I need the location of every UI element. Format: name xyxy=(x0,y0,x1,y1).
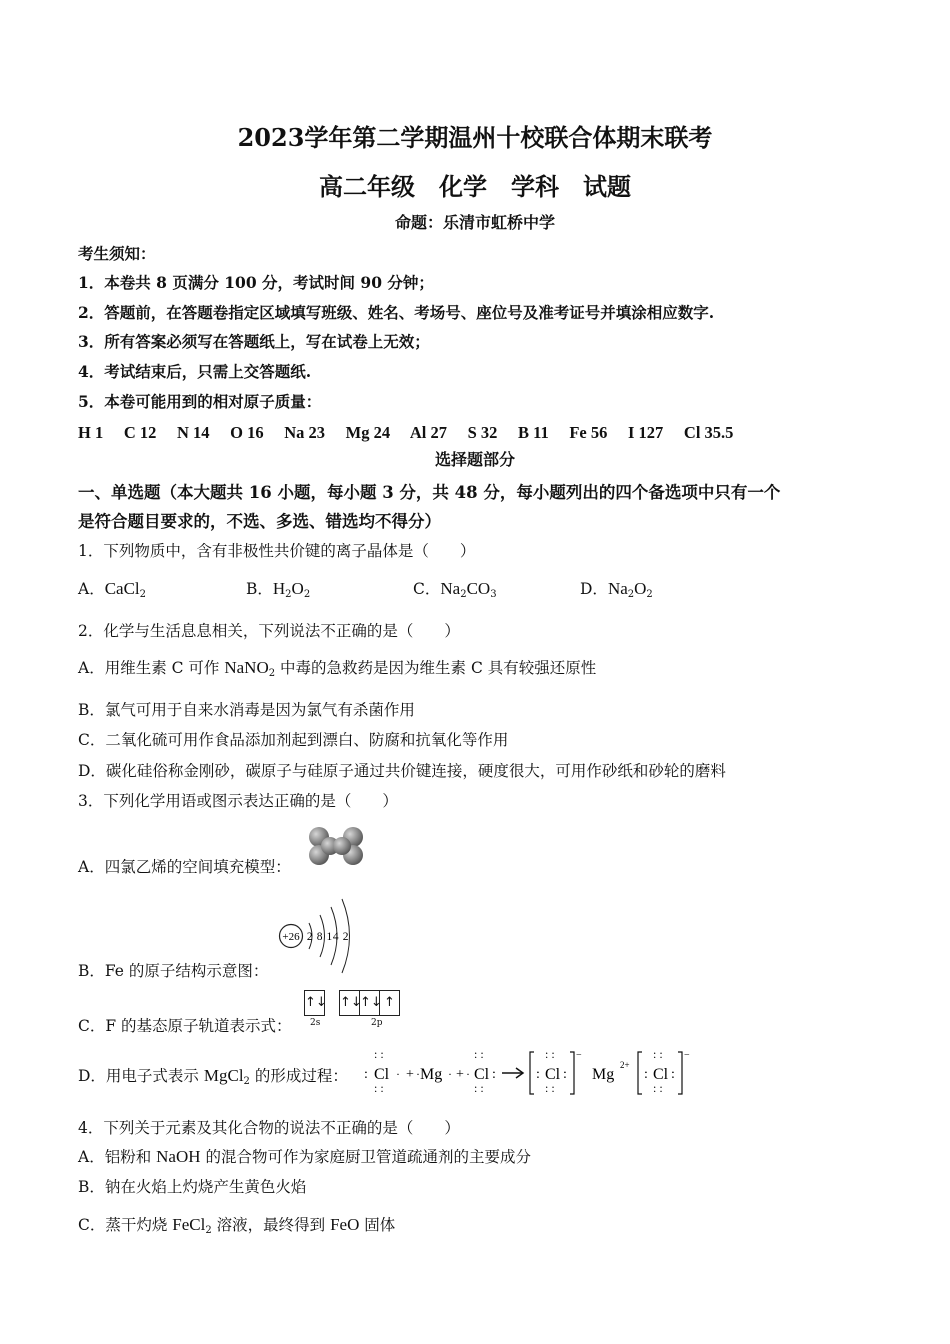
q4-option-a: A．铝粉和 NaOH 的混合物可作为家庭厨卫管道疏通剂的主要成分 xyxy=(78,1147,531,1166)
orbital-boxes-2p xyxy=(339,990,400,1016)
q3-option-d: D．用电子式表示 MgCl$_2$ 的形成过程： xyxy=(78,1066,348,1087)
svg-text:+: + xyxy=(406,1067,414,1082)
q3-option-b: B．Fe 的原子结构示意图： xyxy=(78,962,269,980)
svg-text:: :: : : xyxy=(653,1048,663,1061)
notice-item-4: 4．考试结束后，只需上交答题纸. xyxy=(78,362,312,381)
section-title: 选择题部分 xyxy=(434,450,515,469)
notice-item-1: 1．本卷共 8 页满分 100 分，考试时间 90 分钟； xyxy=(78,273,434,292)
notice-item-2: 2．答题前，在答题卷指定区域填写班级、姓名、考场号、座位号及准考证号并填涂相应数字. xyxy=(78,303,715,322)
q2-option-d: D．碳化硅俗称金刚砂，碳原子与硅原子通过共价键连接，硬度很大，可用作砂纸和砂轮的磨料 xyxy=(78,762,726,780)
cl-ion-right-charge: − xyxy=(684,1050,690,1061)
svg-text:: :: : : xyxy=(545,1048,555,1061)
part-instructions-line2: 是符合题目要求的，不选、多选、错选均不得分） xyxy=(78,512,441,531)
cl-right-symbol: Cl xyxy=(474,1066,490,1083)
q1-option-d: D．$Na_2O_2$ xyxy=(580,579,653,600)
svg-text:: :: : : xyxy=(474,1081,484,1095)
exam-subtitle: 高二年级 化学 学科 试题 xyxy=(319,172,631,201)
svg-text:: :: : : xyxy=(474,1048,484,1061)
orbital-2p-box-1: ↑↓ xyxy=(340,991,360,1015)
svg-text::: : xyxy=(364,1067,368,1082)
tetrachloroethylene-model-image xyxy=(305,825,367,867)
mg-symbol: Mg xyxy=(420,1066,443,1083)
svg-text:+: + xyxy=(456,1067,464,1082)
svg-text:·: · xyxy=(448,1067,452,1081)
notice-item-3: 3．所有答案必须写在答题纸上，写在试卷上无效； xyxy=(78,332,430,351)
cl-ion-left-symbol: Cl xyxy=(545,1066,561,1083)
atomic-masses: H 1 C 12 N 14 O 16 Na 23 Mg 24 Al 27 S 32 B 11 Fe 56 I 127 Cl 35.5 xyxy=(78,423,734,442)
exam-title: 2023学年第二学期温州十校联合体期末联考 xyxy=(237,123,713,152)
q2-option-c: C．二氧化硫可用作食品添加剂起到漂白、防腐和抗氧化等作用 xyxy=(78,731,509,749)
orbital-label-2p: 2p xyxy=(371,1018,383,1028)
orbital-2p-box-2: ↑↓ xyxy=(360,991,380,1015)
svg-text:·: · xyxy=(416,1067,420,1081)
fe-nucleus-label: +26 xyxy=(282,931,300,943)
q1-option-b: B．$H_2O_2$ xyxy=(246,579,311,600)
part-instructions-line1: 一、单选题（本大题共 16 小题，每小题 3 分，共 48 分，每小题列出的四个备选项中只有一个 xyxy=(78,483,781,502)
q2-option-b: B．氯气可用于自来水消毒是因为氯气有杀菌作用 xyxy=(78,701,415,719)
fe-atomic-structure-diagram xyxy=(276,893,366,983)
q1-option-c: C．$Na_2CO_3$ xyxy=(413,579,497,600)
cl-ion-right-symbol: Cl xyxy=(653,1066,669,1083)
svg-text::: : xyxy=(671,1067,675,1082)
cl-ion-left-charge: − xyxy=(576,1050,582,1061)
svg-text:·: · xyxy=(466,1067,470,1081)
svg-text::: : xyxy=(536,1067,540,1082)
svg-text:·: · xyxy=(396,1067,400,1081)
q2-stem: 2．化学与生活息息相关，下列说法不正确的是（ ） xyxy=(78,622,460,640)
orbital-2s-box: ↑↓ xyxy=(305,995,327,1010)
svg-text:: :: : : xyxy=(545,1081,555,1095)
q4-option-b: B．钠在火焰上灼烧产生黄色火焰 xyxy=(78,1178,307,1196)
svg-text:: :: : : xyxy=(653,1081,663,1095)
orbital-label-2s: 2s xyxy=(310,1018,321,1028)
q1-stem: 1．下列物质中，含有非极性共价键的离子晶体是（ ） xyxy=(78,542,476,560)
q2-option-a: A．用维生素 C 可作 NaNO$_2$ 中毒的急救药是因为维生素 C 具有较强还原性 xyxy=(78,658,597,679)
mgcl2-formation-electron-dot xyxy=(362,1048,702,1098)
q3-option-c: C．F 的基态原子轨道表示式： xyxy=(78,1017,292,1035)
orbital-2p-box-3: ↑ xyxy=(384,995,395,1010)
svg-text:: :: : : xyxy=(374,1081,384,1095)
q1-option-a: A．CaCl$_2$ xyxy=(78,579,147,600)
notice-item-5: 5．本卷可能用到的相对原子质量： xyxy=(78,392,322,411)
svg-text::: : xyxy=(644,1067,648,1082)
mg-ion-charge: 2+ xyxy=(620,1060,630,1070)
svg-text::: : xyxy=(492,1067,496,1082)
q3-stem: 3．下列化学用语或图示表达正确的是（ ） xyxy=(78,792,398,810)
svg-text:: :: : : xyxy=(374,1048,384,1061)
q4-option-c: C．蒸干灼烧 FeCl$_2$ 溶液，最终得到 FeO 固体 xyxy=(78,1215,396,1236)
cl-left-symbol: Cl xyxy=(374,1066,390,1083)
mg-ion-symbol: Mg xyxy=(592,1066,615,1083)
exam-setter: 命题：乐清市虹桥中学 xyxy=(394,213,555,232)
notice-heading: 考生须知： xyxy=(78,244,156,263)
fe-shell-electrons: 2 8 14 2 xyxy=(306,931,350,943)
orbital-box-2s xyxy=(304,990,325,1016)
q4-stem: 4．下列关于元素及其化合物的说法不正确的是（ ） xyxy=(78,1119,460,1137)
q3-option-a: A．四氯乙烯的空间填充模型： xyxy=(78,858,291,876)
svg-text::: : xyxy=(563,1067,567,1082)
